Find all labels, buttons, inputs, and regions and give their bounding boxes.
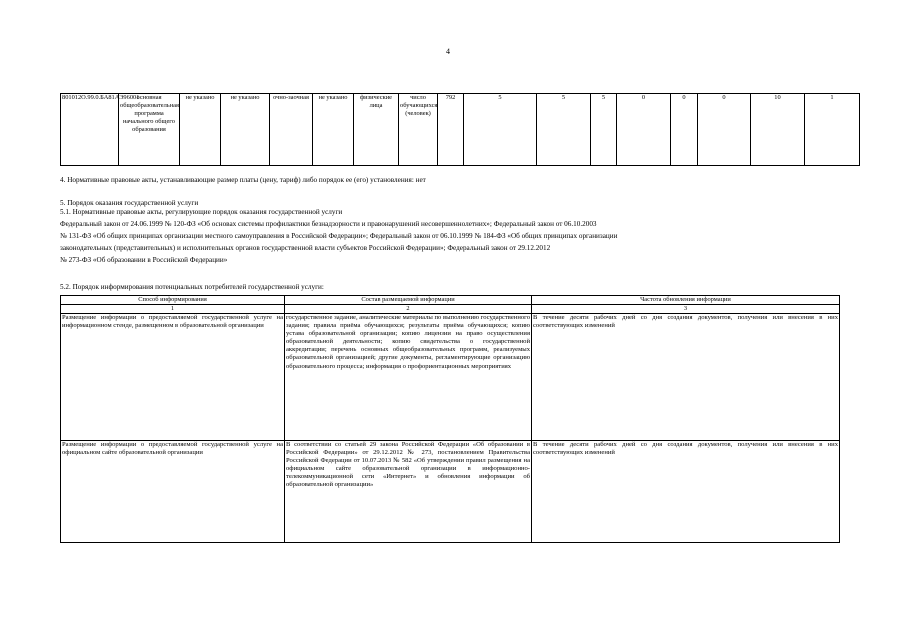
table-row (61, 441, 840, 543)
section-5-2-title: 5.2. Порядок информирования потенциальных потребителей государственной услуги: (60, 283, 324, 291)
table-cell: 1 (805, 94, 860, 166)
column-number: 3 (532, 305, 840, 314)
column-header: Состав размещаемой информации (285, 296, 532, 305)
table-cell: не указано (313, 94, 354, 166)
informing-table (60, 295, 840, 543)
informing-method: Размещение информации о предоставляемой государственной услуге на официальном сайте образовательной организации (61, 441, 285, 543)
legal-acts-line: законодательных (представительных) и исполнительных органов государственной власти субъектов Российской Федерации»; Федеральный закон от 29.12.2012 (60, 244, 551, 252)
unique-record-number: 801012О.99.0.БА81АЭ96001 (61, 94, 119, 166)
page-number: 4 (446, 47, 450, 56)
section-4-text: 4. Нормативные правовые акты, устанавливающие размер платы (цену, тариф) либо порядок ее (его) установления: нет (60, 176, 426, 184)
table-cell: не указано (221, 94, 270, 166)
volume-indicators-table (60, 93, 860, 166)
indicator-name: число обучающихся (человек) (399, 94, 438, 166)
column-number-row (61, 305, 840, 314)
information-content: государственное задание, аналитические материалы по выполнению государственного задания; правила приёма обучающихся; результаты приёма обучающихся; копию устава образовательной организации; копию лицензии на право осуществления образовательной деятельности; копию свидетельства о государственной аккредитации; перечень основных общеобразовательных программ, реализуемых образовательной организацией; другие документы, регламентирующие организацию образовательного процесса; информация о профориентационных мероприятиях (285, 314, 532, 441)
table-cell: 5 (537, 94, 591, 166)
program-content: основная общеобразовательная программа начального общего образования (119, 94, 180, 166)
table-cell: 5 (464, 94, 537, 166)
form-of-education: очно-заочная (270, 94, 313, 166)
consumer-category: физические лица (354, 94, 399, 166)
column-number: 1 (61, 305, 285, 314)
update-frequency: В течение десяти рабочих дней со дня создания документов, получения или внесения в них соответствующих изменений (532, 314, 840, 441)
table-cell: 10 (751, 94, 805, 166)
update-frequency: В течение десяти рабочих дней со дня создания документов, получения или внесения в них соответствующих изменений (532, 441, 840, 543)
table-cell: 0 (617, 94, 671, 166)
table-cell: 0 (698, 94, 751, 166)
legal-acts-line: Федеральный закон от 24.06.1999 № 120-ФЗ «Об основах системы профилактики безнадзорности и правонарушений несовершеннолетних»; Федеральный закон от 06.10.2003 (60, 220, 597, 228)
section-5-1-title: 5.1. Нормативные правовые акты, регулирующие порядок оказания государственной услуги (60, 208, 343, 216)
table-cell: 5 (591, 94, 617, 166)
information-content: В соответствии со статьей 29 закона Российской Федерации «Об образовании в Российской Федерации» от 29.12.2012 № 273, постановлением Правительства Российской Федерации от 10.07.2013 № 582 «Об утверждении правил размещения на официальном сайте образовательной организации в информационно-телекоммуникационной сети «Интернет» и обновления информации об образовательной организации» (285, 441, 532, 543)
section-5-title: 5. Порядок оказания государственной услуги (60, 199, 199, 207)
table-cell: не указано (180, 94, 221, 166)
table-header-row (61, 296, 840, 305)
column-number: 2 (285, 305, 532, 314)
table-row (61, 94, 860, 166)
legal-acts-line: № 273-ФЗ «Об образовании в Российской Федерации» (60, 256, 228, 264)
informing-method: Размещение информации о предоставляемой государственной услуге на информационном стенде, размещенном в образовательной организации (61, 314, 285, 441)
okei-code: 792 (438, 94, 464, 166)
column-header: Способ информирования (61, 296, 285, 305)
table-cell: 0 (671, 94, 698, 166)
legal-acts-line: № 131-ФЗ «Об общих принципах организации местного самоуправления в Российской Федерации»; Федеральный закон от 06.10.1999 № 184-ФЗ «Об общих принципах организации (60, 232, 618, 240)
column-header: Частота обновления информации (532, 296, 840, 305)
table-row (61, 314, 840, 441)
